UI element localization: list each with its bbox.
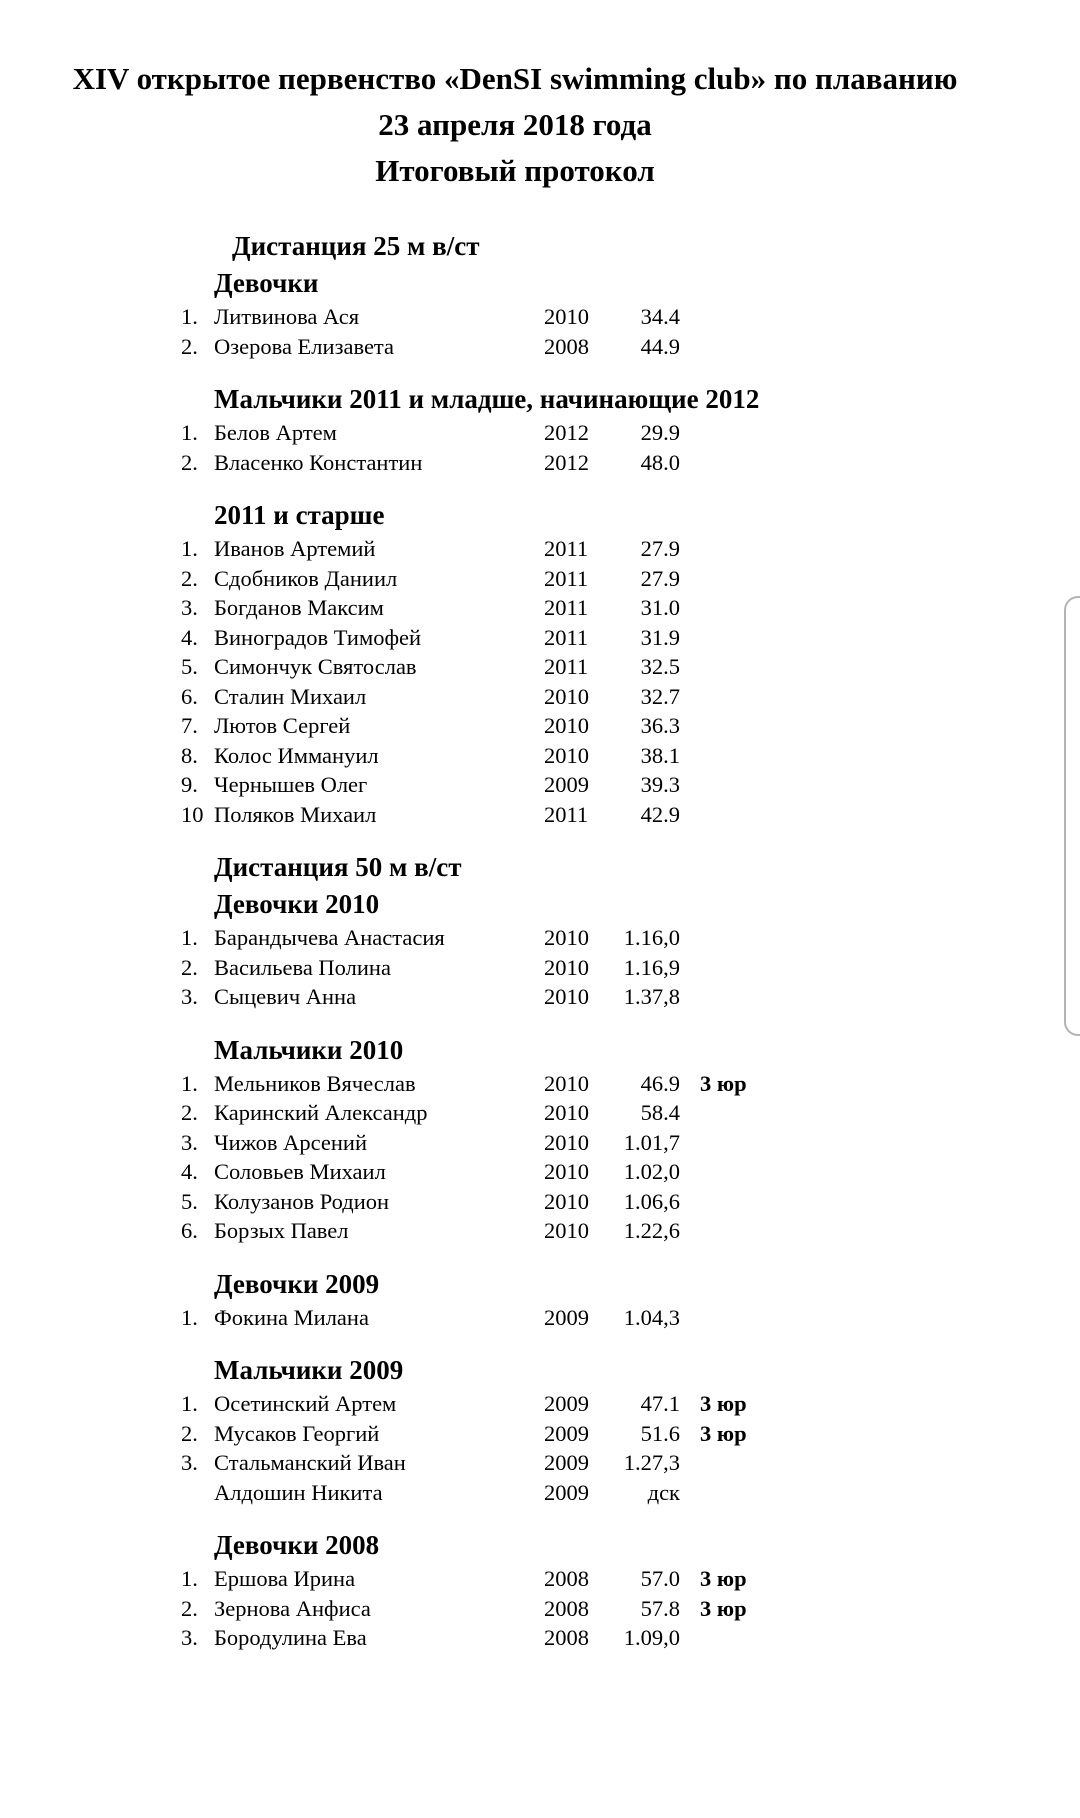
result-row <box>0 564 1080 594</box>
birth-year: 2009 <box>544 1420 589 1446</box>
place-number: 2. <box>181 565 198 591</box>
athlete-name: Мельников Вячеслав <box>214 1070 416 1096</box>
result-row <box>0 1069 1080 1099</box>
result-time: 57.0 <box>640 1566 680 1591</box>
birth-year: 2010 <box>544 713 589 738</box>
birth-year: 2010 <box>544 984 589 1009</box>
athlete-name: Белов Артем <box>214 420 337 445</box>
place-number: 2. <box>181 1420 198 1446</box>
athlete-name: Виноградов Тимофей <box>214 624 422 650</box>
place-number: 3. <box>181 1625 198 1650</box>
athlete-name: Барандычева Анастасия <box>214 925 445 950</box>
result-row <box>0 332 1080 362</box>
result-time: 42.9 <box>640 801 680 827</box>
birth-year: 2010 <box>544 1070 589 1096</box>
birth-year: 2008 <box>544 333 589 359</box>
result-row <box>0 1216 1080 1246</box>
result-time: 44.9 <box>640 333 680 359</box>
result-row <box>0 448 1080 478</box>
result-time: 1.09,0 <box>623 1625 680 1650</box>
place-number: 2. <box>181 449 198 475</box>
birth-year: 2008 <box>544 1595 589 1621</box>
rank-note: 3 юр <box>700 1070 747 1096</box>
result-row <box>0 953 1080 983</box>
athlete-name: Иванов Артемий <box>214 536 376 561</box>
birth-year: 2011 <box>544 654 589 679</box>
result-row <box>0 770 1080 800</box>
birth-year: 2010 <box>544 1218 589 1243</box>
birth-year: 2010 <box>544 304 589 329</box>
result-time: 39.3 <box>640 772 680 797</box>
birth-year: 2010 <box>544 1129 589 1155</box>
place-number: 7. <box>181 713 198 738</box>
result-row <box>0 1389 1080 1419</box>
place-number: 4. <box>181 1159 198 1184</box>
place-number: 1. <box>181 304 198 329</box>
athlete-name: Мусаков Георгий <box>214 1420 380 1446</box>
athlete-name: Богданов Максим <box>214 595 384 620</box>
birth-year: 2011 <box>544 595 589 620</box>
result-row <box>0 593 1080 623</box>
result-row <box>0 1478 1080 1508</box>
birth-year: 2011 <box>544 624 589 650</box>
result-time: 32.7 <box>640 683 680 709</box>
birth-year: 2010 <box>544 954 589 980</box>
place-number: 4. <box>181 624 198 650</box>
rank-note: 3 юр <box>700 1391 747 1416</box>
birth-year: 2011 <box>544 565 589 591</box>
place-number: 6. <box>181 683 198 709</box>
result-time: 1.22,6 <box>623 1218 680 1243</box>
section-heading: Девочки 2010 <box>214 889 380 919</box>
birth-year: 2008 <box>544 1566 589 1591</box>
birth-year: 2010 <box>544 1159 589 1184</box>
place-number: 3. <box>181 984 198 1009</box>
results-list <box>0 228 1080 1653</box>
document-header <box>0 56 1030 194</box>
athlete-name: Чернышев Олег <box>214 772 368 797</box>
athlete-name: Каринский Александр <box>214 1100 428 1125</box>
athlete-name: Сдобников Даниил <box>214 565 398 591</box>
scroll-edge-handle[interactable] <box>1064 596 1080 1036</box>
result-time: 34.4 <box>640 304 680 329</box>
athlete-name: Бородулина Ева <box>214 1625 367 1650</box>
result-row <box>0 534 1080 564</box>
result-row <box>0 652 1080 682</box>
place-number: 1. <box>181 420 198 445</box>
birth-year: 2008 <box>544 1625 589 1650</box>
athlete-name: Стальманский Иван <box>214 1450 406 1475</box>
result-time: 51.6 <box>640 1420 680 1446</box>
athlete-name: Власенко Константин <box>214 449 423 475</box>
athlete-name: Фокина Милана <box>214 1304 369 1330</box>
birth-year: 2010 <box>544 683 589 709</box>
result-row <box>0 711 1080 741</box>
section-heading: Дистанция 25 м в/ст <box>232 231 480 261</box>
birth-year: 2011 <box>544 536 589 561</box>
result-row <box>0 1419 1080 1449</box>
result-row <box>0 1303 1080 1333</box>
result-time: 47.1 <box>640 1391 680 1416</box>
athlete-name: Литвинова Ася <box>214 304 360 329</box>
place-number: 6. <box>181 1218 198 1243</box>
athlete-name: Озерова Елизавета <box>214 333 395 359</box>
place-number: 2. <box>181 333 198 359</box>
result-time: 29.9 <box>640 420 680 445</box>
place-number: 10 <box>181 801 204 827</box>
athlete-name: Осетинский Артем <box>214 1391 397 1416</box>
result-time: 1.04,3 <box>623 1304 680 1330</box>
section-heading: Девочки 2008 <box>214 1530 380 1560</box>
athlete-name: Алдошин Никита <box>214 1479 383 1505</box>
result-row <box>0 1564 1080 1594</box>
result-row <box>0 982 1080 1012</box>
result-row <box>0 682 1080 712</box>
place-number: 1. <box>181 1391 198 1416</box>
result-time: 1.02,0 <box>623 1159 680 1184</box>
section-heading: Мальчики 2009 <box>214 1355 404 1385</box>
result-time: 27.9 <box>640 536 680 561</box>
section-heading: Дистанция 50 м в/ст <box>214 852 462 882</box>
birth-year: 2009 <box>544 1450 589 1475</box>
result-row <box>0 418 1080 448</box>
athlete-name: Колузанов Родион <box>214 1188 390 1214</box>
result-time: 31.9 <box>640 624 680 650</box>
birth-year: 2010 <box>544 1188 589 1214</box>
athlete-name: Соловьев Михаил <box>214 1159 386 1184</box>
place-number: 5. <box>181 1188 198 1214</box>
section-heading: Мальчики 2011 и младше, начинающие 2012 <box>214 384 760 414</box>
athlete-name: Сыцевич Анна <box>214 984 357 1009</box>
birth-year: 2012 <box>544 420 589 445</box>
result-time: 48.0 <box>640 449 680 475</box>
athlete-name: Васильева Полина <box>214 954 391 980</box>
place-number: 1. <box>181 1566 198 1591</box>
result-row <box>0 1623 1080 1653</box>
section-heading: Девочки <box>214 268 319 298</box>
result-time: 31.0 <box>640 595 680 620</box>
result-time: 57.8 <box>640 1595 680 1621</box>
result-row <box>0 1157 1080 1187</box>
rank-note: 3 юр <box>700 1420 747 1446</box>
result-row <box>0 1594 1080 1624</box>
result-time: 1.37,8 <box>623 984 680 1009</box>
result-row <box>0 923 1080 953</box>
birth-year: 2009 <box>544 1304 589 1330</box>
result-time: 36.3 <box>640 713 680 738</box>
rank-note: 3 юр <box>700 1595 747 1621</box>
place-number: 1. <box>181 925 198 950</box>
athlete-name: Зернова Анфиса <box>214 1595 371 1621</box>
athlete-name: Симончук Святослав <box>214 654 417 679</box>
result-time: 1.06,6 <box>623 1188 680 1214</box>
result-row <box>0 623 1080 653</box>
result-row <box>0 302 1080 332</box>
place-number: 1. <box>181 536 198 561</box>
section-heading: Девочки 2009 <box>214 1268 380 1299</box>
place-number: 8. <box>181 742 198 768</box>
rank-note: 3 юр <box>700 1566 747 1591</box>
title-protocol: Итоговый протокол <box>375 153 655 188</box>
result-time: 1.16,9 <box>623 954 680 980</box>
result-time: 58.4 <box>640 1100 680 1125</box>
athlete-name: Чижов Арсений <box>214 1129 368 1155</box>
place-number: 3. <box>181 595 198 620</box>
place-number: 1. <box>181 1304 198 1330</box>
result-time: 46.9 <box>640 1070 680 1096</box>
place-number: 3. <box>181 1129 198 1155</box>
athlete-name: Поляков Михаил <box>214 801 377 827</box>
birth-year: 2011 <box>544 801 589 827</box>
title-date: 23 апреля 2018 года <box>378 107 652 142</box>
place-number: 1. <box>181 1070 198 1096</box>
birth-year: 2012 <box>544 449 589 475</box>
athlete-name: Борзых Павел <box>214 1218 349 1243</box>
birth-year: 2009 <box>544 1391 589 1416</box>
title-competition: XIV открытое первенство «DenSI swimming club» по плаванию <box>72 61 958 96</box>
athlete-name: Лютов Сергей <box>214 713 351 738</box>
result-time: дск <box>647 1479 680 1505</box>
athlete-name: Сталин Михаил <box>214 683 367 709</box>
result-row <box>0 741 1080 771</box>
section-heading: 2011 и старше <box>214 500 385 530</box>
section-heading: Мальчики 2010 <box>214 1034 404 1065</box>
place-number: 3. <box>181 1450 198 1475</box>
result-time: 38.1 <box>640 742 680 768</box>
birth-year: 2009 <box>544 1479 589 1505</box>
place-number: 9. <box>181 772 198 797</box>
result-row <box>0 800 1080 830</box>
place-number: 2. <box>181 954 198 980</box>
birth-year: 2010 <box>544 742 589 768</box>
result-time: 32.5 <box>640 654 680 679</box>
birth-year: 2010 <box>544 925 589 950</box>
result-row <box>0 1128 1080 1158</box>
result-time: 27.9 <box>640 565 680 591</box>
birth-year: 2010 <box>544 1100 589 1125</box>
birth-year: 2009 <box>544 772 589 797</box>
athlete-name: Колос Иммануил <box>214 742 379 768</box>
result-row <box>0 1098 1080 1128</box>
result-time: 1.27,3 <box>623 1450 680 1475</box>
result-row <box>0 1448 1080 1478</box>
place-number: 2. <box>181 1100 198 1125</box>
place-number: 2. <box>181 1595 198 1621</box>
result-time: 1.16,0 <box>623 925 680 950</box>
result-time: 1.01,7 <box>623 1129 680 1155</box>
result-row <box>0 1187 1080 1217</box>
athlete-name: Ершова Ирина <box>214 1566 356 1591</box>
place-number: 5. <box>181 654 198 679</box>
